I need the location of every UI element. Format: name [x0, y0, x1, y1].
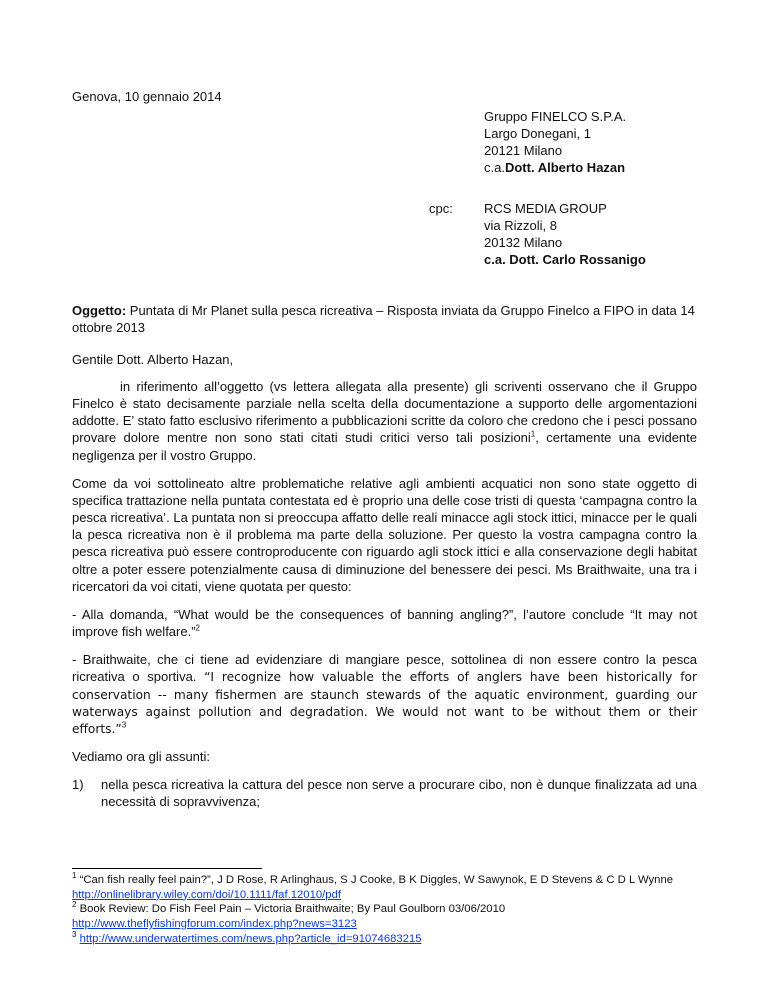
footnote-3 [72, 929, 698, 947]
paragraph-1 [72, 378, 697, 464]
footnote-1-link-row [72, 888, 698, 903]
recipient-line-3: 20121 Milano [484, 143, 563, 159]
cc-line-1: RCS MEDIA GROUP [484, 201, 607, 216]
recipient-line-1: Gruppo FINELCO S.P.A. [484, 109, 627, 124]
subject-text: Puntata di Mr Planet sulla pesca ricreativa – Risposta inviata da Gruppo Finelco a FIPO in data 14 ottobre 2013 [72, 303, 695, 336]
footnote-3-link[interactable]: http://www.underwatertimes.com/news.php?article_id=91074683215 [79, 932, 422, 945]
footnote-1-number: 1 [72, 871, 77, 881]
footnote-2-text: Book Review: Do Fish Feel Pain – Victoria Braithwaite; By Paul Goulborn 03/06/2010 [76, 903, 506, 916]
cc-address [484, 200, 646, 269]
paragraph-5: Vediamo ora gli assunti: [72, 748, 211, 764]
letter-body [72, 378, 697, 810]
paragraph-4-intro: - Braithwaite, che ci tiene ad evidenziare di mangiare pesce, sottolinea di non essere contro la pesca ricreativa o sportiva. [72, 652, 697, 685]
recipient-address [484, 108, 626, 177]
letter-date: Genova, 10 gennaio 2014 [72, 89, 222, 104]
footnote-2-link[interactable]: http://www.theflyfishingforum.com/index.php?news=3123 [72, 918, 357, 931]
recipient-attn-prefix: c.a. [484, 160, 505, 176]
braithwaite-quote: “I recognize how valuable the efforts of anglers have been historically for conservation -- many fishermen are staunch stewards of the aquatic environment, guarding our waterways against pollution and degradation. We would not want to be without them or their efforts.” [72, 670, 697, 736]
footnote-1-link[interactable]: http://onlinelibrary.wiley.com/doi/10.1111/faf.12010/pdf [72, 888, 341, 901]
recipient-attn-name: Dott. Alberto Hazan [504, 160, 626, 176]
footnote-1-text: “Can fish really feel pain?”, J D Rose, R Arlinghaus, S J Cooke, B K Diggles, W Sawynok, E D Stevens & C D L Wynne [76, 874, 674, 886]
paragraph-2: Come da voi sottolineato altre problematiche relative agli ambienti acquatici non sono state oggetto di specifica trattazione nella puntata contestata ed è proprio una delle cose tristi di questa ‘campagna contro la pesca ricreativa’. La puntata non si preoccupa affatto delle reali minacce agli stock ittici, minacce per le quali la pesca ricreativa non è il problema ma parte della soluzione. Per questo la vostra campagna contro la pesca ricreativa può essere controproducente con riguardo agli stock ittici e alla conservazione degli habitat oltre a poter essere potenzialmente causa di diminuzione del benessere dei pesci. Ms Braithwaite, una tra i ricercatori da voi citati, viene quotata per questo: [72, 475, 697, 594]
subject-line [72, 302, 698, 336]
footnote-ref-2: 2 [195, 623, 200, 633]
footnote-1 [72, 873, 698, 888]
footnotes [72, 873, 698, 946]
paragraph-4 [72, 651, 697, 737]
recipient-line-2: Largo Donegani, 1 [484, 126, 591, 142]
footnote-2-number: 2 [72, 900, 77, 910]
paragraph-1-tail: , certamente una evidente negligenza per il vostro Gruppo. [72, 430, 697, 463]
cc-line-2: via Rizzoli, 8 [484, 218, 557, 234]
footnote-ref-3: 3 [121, 720, 127, 730]
recipient-attention [484, 159, 626, 176]
list-item [72, 776, 697, 810]
footnote-3-number: 3 [72, 929, 77, 939]
list-item-text: nella pesca ricreativa la cattura del pesce non serve a procurare cibo, non è dunque finalizzata ad una necessità di sopravvivenza; [101, 777, 697, 810]
footnote-separator [72, 868, 262, 869]
cc-label: cpc: [429, 201, 453, 216]
subject-label: Oggetto: [72, 303, 127, 318]
assumptions-list [72, 776, 697, 810]
cc-attention: c.a. Dott. Carlo Rossanigo [484, 252, 646, 268]
footnote-ref-1: 1 [530, 430, 536, 440]
paragraph-3 [72, 606, 697, 640]
footnote-2 [72, 902, 698, 917]
paragraph-1-text: in riferimento all’oggetto (vs lettera allegata alla presente) gli scriventi osservano che il Gruppo Finelco è stato decisamente parziale nella scelta della documentazione a supporto delle argomentazioni addotte. E’ stato fatto esclusivo riferimento a pubblicazioni scritte da coloro che credono che i pesci possano provare dolore mentre non sono stati citati studi critici verso tali posizioni [72, 379, 697, 446]
footnote-2-link-row [72, 917, 698, 932]
list-item-number: 1) [72, 777, 84, 793]
paragraph-3-text: - Alla domanda, “What would be the consequences of banning angling?”, l’autore conclude “It may not improve fish welfare.” [72, 606, 697, 640]
salutation: Gentile Dott. Alberto Hazan, [72, 352, 234, 367]
cc-line-3: 20132 Milano [484, 235, 563, 251]
